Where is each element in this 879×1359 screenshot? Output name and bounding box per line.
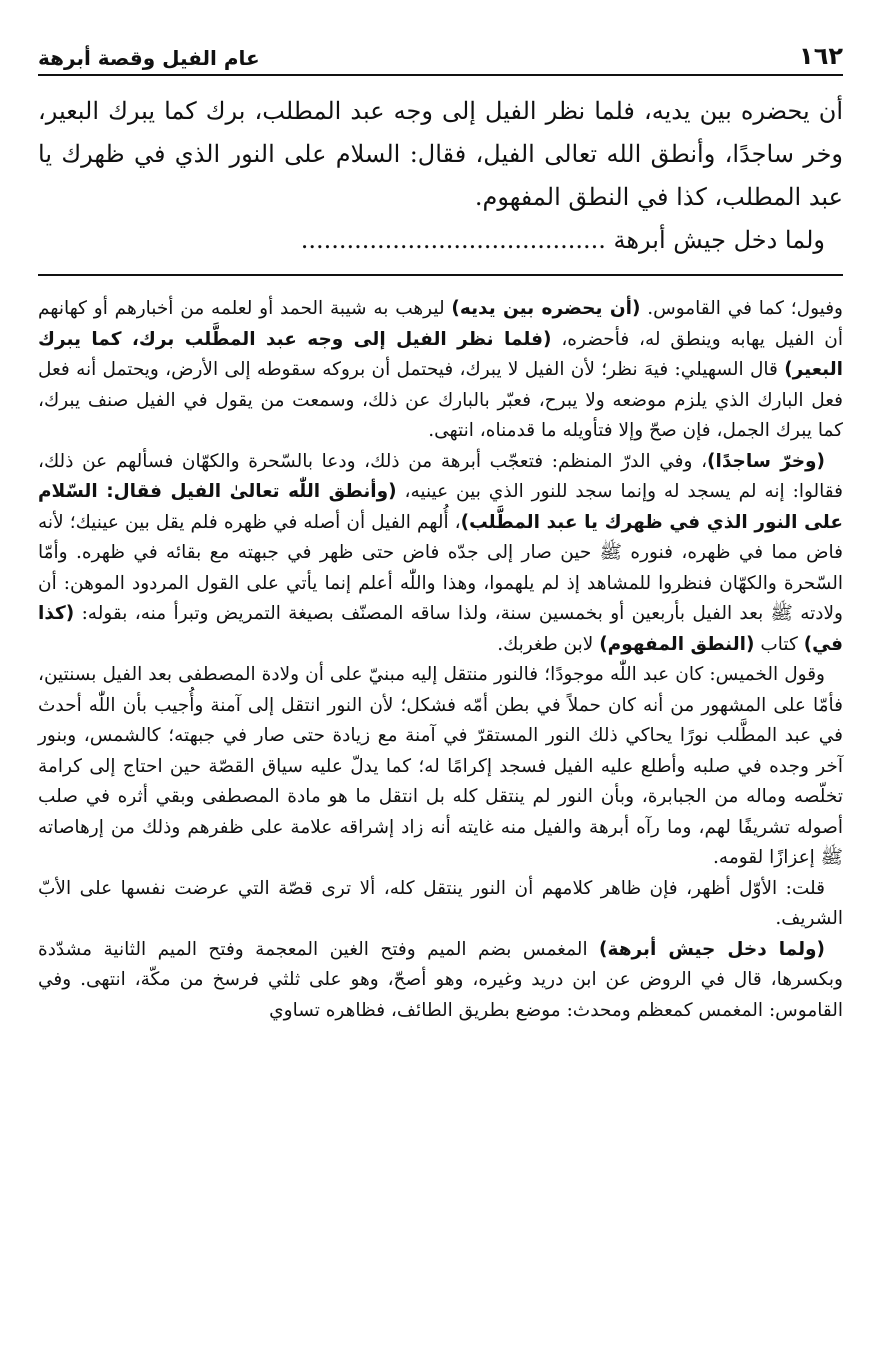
commentary-text: وفيول؛ كما في القاموس. [640,298,843,319]
main-text-paragraph: أن يحضره بين يديه، فلما نظر الفيل إلى وجه عبد المطلب، برك كما يبرك البعير، وخر ساجدًا، وأنطق الله تعالى الفيل، فقال: السلام على النور الذي في ظهرك يا عبد المطلب، كذا في النطق المفهوم. [38,97,843,211]
quoted-lemma: (وخرّ ساجدًا) [707,450,825,472]
commentary-paragraph [38,935,843,1027]
commentary-paragraph [38,874,843,935]
section-divider [38,274,843,276]
quoted-lemma: (أن يحضره بين يديه) [451,298,641,319]
commentary-text: قلت: الأوّل أظهر، فإن ظاهر كلامهم أن النور ينتقل كله، ألا ترى قصّة التي عرضت نفسها على الأبّ الشريف. [38,877,843,929]
commentary-text: ، أُلهم الفيل أن أصله في ظهره فلم يقل بين عينيك؛ لأنه فاض مما في ظهره، فنوره ﷺ حين صار إلى جدّه فاض حتى ظهر في جبهته مع بقائه في ظهره. وأمّا السّحرة والكهّان فنظروا للمشاهد إذ لم يلهموا، وهذا واللّٰه أعلم إنما يأتي على القول المردود الموهن: أن ولادته ﷺ بعد الفيل بأربعين أو بخمسين سنة، ولذا ساقه المصنّف بصيغة التمريض وتبرأ منه، بقوله: [38,511,843,624]
quoted-lemma: (فلما نظر الفيل إلى وجه عبد المطَّلب برك، كما يبرك البعير) [38,328,843,380]
quoted-lemma: (النطق المفهوم) [599,633,755,655]
commentary [38,294,843,1026]
quoted-lemma: (كذا في) [38,603,843,655]
commentary-text: ، وفي الدرّ المنظم: فتعجّب أبرهة من ذلك، ودعا بالسّحرة والكهّان فسألهم عن ذلك، فقالوا: إنه لم يسجد له وإنما سجد للنور الذي بين عينيه، [38,450,843,502]
running-title: عام الفيل وقصة أبرهة [38,46,260,70]
commentary-text: المغمس بضم الميم وفتح الغين المعجمة وفتح الميم الثانية مشدّدة وبكسرها، قال في الروض عن ابن دريد وغيره، وهو أصحّ، وهو على ثلثي فرسخ من مكّة، انتهى. وفي القاموس: المغمس كمعظم ومحدث: موضع بطريق الطائف، فظاهره تساوي [38,938,843,1021]
page-number: ١٦٢ [799,42,843,70]
commentary-text: ليرهب به شيبة الحمد أو لعلمه من أخبارهم أو كهانهم أن الفيل يهابه وينطق له، فأحضره، [38,298,843,350]
commentary-text: قال السهيلي: فيهَ نظر؛ لأن الفيل لا يبرك، فيحتمل أن بروكه سقوطه إلى الأرض، ويحتمل أنه فعل فعل البارك الذي يلزم موضعه ولا يبرح، فعبّر بالبارك عن ذلك، وسمعت من يقول في الفيل صنف يبرك، كما يبرك الجمل، فإن صحّ وإلا فتأويله ما قدمناه، انتهى. [38,359,843,441]
commentary-paragraph [38,294,843,447]
main-text-continuation: ولما دخل جيش أبرهة ........................................ [300,226,825,254]
page-header [38,36,843,76]
commentary-text: كتاب [754,633,804,655]
quoted-lemma: (وأنطق اللّٰه تعالىٰ الفيل فقال: السّلام على النور الذي في ظهرك يا عبد المطَّلب) [38,481,843,533]
commentary-text: وقول الخميس: كان عبد اللّٰه موجودًا؛ فالنور منتقل إليه مبنيّ على أن ولادة المصطفى بعد الفيل بسنتين، فأمّا على المشهور من أنه كان حملاً في بطن أمّه فشكل؛ لأن النور انتقل إلى آمنة وأُجيب بأن اللّٰه أحدث في عبد المطَّلب نورًا يحاكي ذلك النور المستقرّ في آمنة مع زيادة حتى صار في جبهته؛ كالشمس، وبنور آخر وجده في صلبه وأطلع عليه الفيل فسجد إكرامًا له؛ كما يدلّ عليه سياق القصّة حين احتاج إلى كرامة تخلّصه وماله من الجبابرة، وبأن النور لم ينتقل كله بل انتقل ما هو مادة المصطفى وبقي أثره في صلب أصوله تشريفًا لهم، وما رآه أبرهة والفيل منه غايته أنه زاد إشراقه علامة على ظفرهم وذلك من إرهاصاته ﷺ إعزازًا لقومه. [38,664,844,868]
main-text [38,90,843,262]
quoted-lemma: (ولما دخل جيش أبرهة) [599,938,825,960]
commentary-paragraph [38,447,843,661]
book-page [38,36,843,1026]
commentary-paragraph [38,660,843,874]
commentary-text: لابن طغربك. [497,633,600,655]
